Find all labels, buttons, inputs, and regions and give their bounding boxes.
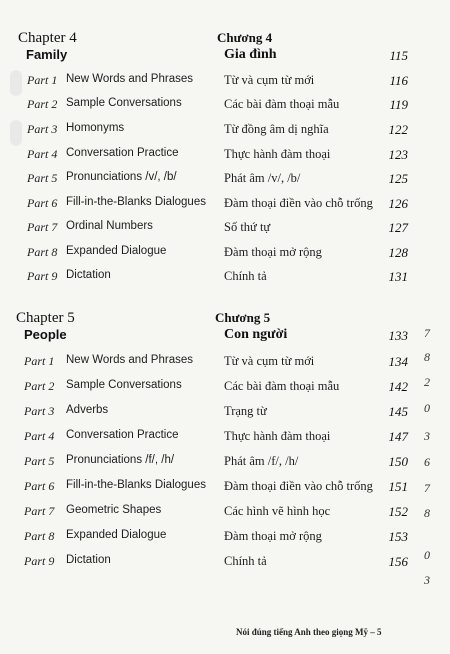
part-title-en: Geometric Shapes [66,504,162,516]
part-title-vi: Trạng từ [224,404,267,418]
toc-row [0,354,450,374]
part-title-vi: Các bài đàm thoại mẫu [224,379,340,393]
margin-digit: 0 [424,401,430,415]
page-footer: Nói đúng tiếng Anh theo giọng Mỹ – 5 [236,627,382,637]
part-title-vi: Từ và cụm từ mới [224,73,315,87]
toc-row [0,196,450,216]
part-number: Part 8 [24,529,55,543]
toc-row [0,269,450,289]
part-title-en: Homonyms [66,122,125,134]
part-number: Part 8 [27,245,58,259]
part-number: Part 1 [27,73,58,87]
toc-row [0,379,450,399]
part-title-en: Fill-in-the-Blanks Dialogues [66,479,206,491]
toc-row [0,504,450,524]
margin-digit: 7 [424,481,430,495]
toc-row [0,479,450,499]
part-number: Part 2 [24,379,55,393]
part-title-en: Conversation Practice [66,147,179,159]
page-number: 125 [388,171,408,186]
part-title-en: New Words and Phrases [66,354,193,366]
part-number: Part 7 [24,504,55,518]
chapter-label-vi: Chương 5 [215,310,271,325]
toc-row [0,245,450,265]
page-number: 128 [388,245,408,260]
part-title-vi: Từ đồng âm dị nghĩa [224,122,329,136]
page-number: 127 [388,220,408,235]
part-title-en: Sample Conversations [66,97,182,109]
part-number: Part 6 [27,196,58,210]
part-title-vi: Phát âm /v/, /b/ [224,171,301,185]
page-number: 116 [389,73,408,88]
part-title-en: Adverbs [66,404,109,416]
part-title-vi: Đàm thoại mở rộng [224,529,322,543]
part-title-vi: Chính tả [224,269,267,283]
part-title-vi: Phát âm /f/, /h/ [224,454,299,468]
toc-row [0,454,450,474]
part-number: Part 9 [27,269,58,283]
toc-row [0,404,450,424]
toc-row [0,73,450,93]
page-number: 152 [388,504,408,519]
chapter-title-page: 133 [388,328,408,343]
part-number: Part 5 [24,454,55,468]
margin-digit: 3 [424,429,430,443]
margin-digit: 6 [424,455,430,469]
toc-row [0,220,450,240]
part-title-vi: Thực hành đàm thoại [224,429,331,443]
toc-row [0,529,450,549]
toc-row [0,147,450,167]
margin-digit: 2 [424,375,430,389]
chapter-title-en: Family [26,47,68,62]
chapter-label-en: Chapter 4 [18,30,77,46]
part-number: Part 4 [27,147,58,161]
part-title-en: Conversation Practice [66,429,179,441]
page-number: 122 [388,122,408,137]
chapter-title-vi: Gia đình [224,47,277,62]
page-number: 119 [389,97,408,112]
page-number: 131 [388,269,408,284]
page-number: 156 [388,554,408,569]
part-title-en: Expanded Dialogue [66,245,167,257]
part-title-vi: Đàm thoại điền vào chỗ trống [224,196,373,210]
part-number: Part 5 [27,171,58,185]
part-title-en: New Words and Phrases [66,73,193,85]
toc-row [0,122,450,142]
part-title-vi: Đàm thoại điền vào chỗ trống [224,479,373,493]
page-number: 145 [388,404,408,419]
page-number: 153 [388,529,408,544]
page-number: 147 [388,429,408,444]
part-number: Part 3 [24,404,55,418]
part-title-en: Ordinal Numbers [66,220,153,232]
page-number: 142 [388,379,408,394]
chapter-label-vi: Chương 4 [217,30,273,45]
page-number: 123 [388,147,408,162]
toc-row [0,429,450,449]
part-number: Part 1 [24,354,55,368]
part-title-en: Expanded Dialogue [66,529,167,541]
chapter-label-en: Chapter 5 [16,310,75,326]
page-number: 151 [388,479,408,494]
page-number: 150 [388,454,408,469]
chapter-title-page: 115 [389,48,408,63]
part-title-en: Dictation [66,554,111,566]
part-title-vi: Từ và cụm từ mới [224,354,315,368]
part-title-vi: Thực hành đàm thoại [224,147,331,161]
chapter-title-en: People [24,327,67,342]
part-title-en: Fill-in-the-Blanks Dialogues [66,196,206,208]
part-title-vi: Số thứ tự [224,220,271,234]
part-title-vi: Các bài đàm thoại mẫu [224,97,340,111]
toc-row [0,97,450,117]
margin-digit: 7 [424,326,430,340]
part-title-vi: Đàm thoại mở rộng [224,245,322,259]
page-number: 134 [388,354,408,369]
part-number: Part 2 [27,97,58,111]
toc-row [0,554,450,574]
page-number: 126 [388,196,408,211]
part-title-en: Dictation [66,269,111,281]
part-title-vi: Chính tả [224,554,267,568]
margin-digit: 0 [424,548,430,562]
margin-digit: 8 [424,350,430,364]
part-number: Part 6 [24,479,55,493]
part-number: Part 4 [24,429,55,443]
chapter-title-vi: Con người [224,327,288,342]
part-number: Part 3 [27,122,58,136]
part-title-en: Sample Conversations [66,379,182,391]
toc-row [0,171,450,191]
margin-digit: 8 [424,506,430,520]
part-title-en: Pronunciations /f/, /h/ [66,454,175,466]
part-number: Part 9 [24,554,55,568]
margin-digit: 3 [424,573,430,587]
part-title-en: Pronunciations /v/, /b/ [66,171,177,183]
part-title-vi: Các hình vẽ hình học [224,504,331,518]
part-number: Part 7 [27,220,58,234]
